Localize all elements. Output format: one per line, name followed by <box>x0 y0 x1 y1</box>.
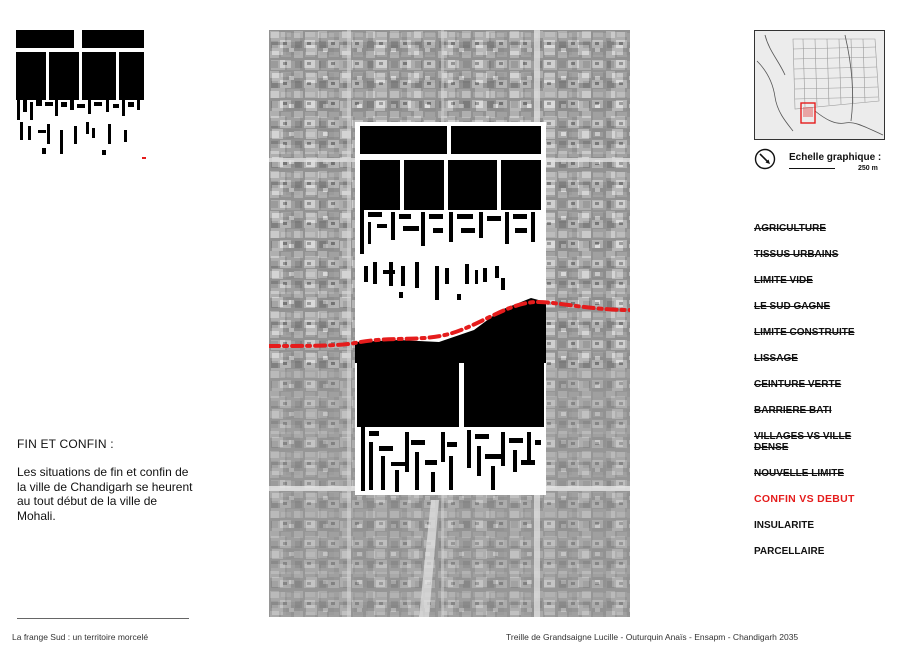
menu-item-limite-construite[interactable]: LIMITE CONSTRUITE <box>754 327 855 338</box>
menu-item-agriculture[interactable]: AGRICULTURE <box>754 223 827 234</box>
location-map <box>754 30 885 140</box>
scale-value: 250 m <box>858 165 878 172</box>
menu-item-confin-vs-debut[interactable]: CONFIN VS DEBUT <box>754 493 855 505</box>
menu-item-lissage[interactable]: LISSAGE <box>754 353 798 364</box>
section-description: Les situations de fin et confin de la ville de Chandigarh se heurent au tout début de la ville de Mohali. <box>17 465 193 523</box>
menu-item-villages-vs-ville-dense[interactable]: VILLAGES VS VILLE DENSE <box>754 431 852 453</box>
aerial-map <box>269 30 630 617</box>
menu-item-limite-vide[interactable]: LIMITE VIDE <box>754 275 813 286</box>
menu-item-ceinture-verte[interactable]: CEINTURE VERTE <box>754 379 842 390</box>
footer-divider <box>17 618 189 619</box>
scale-title: Echelle graphique : <box>789 152 882 163</box>
chapter-menu <box>754 223 894 572</box>
footer-chapter-title: La frange Sud : un territoire morcelé <box>12 632 149 642</box>
thumbnail-built-fabric <box>14 30 150 160</box>
footer-credits: Treille de Grandsaigne Lucille - Outurquin Anaïs - Ensapm - Chandigarh 2035 <box>506 632 799 642</box>
menu-item-parcellaire[interactable]: PARCELLAIRE <box>754 546 825 557</box>
menu-item-tissus-urbains[interactable]: TISSUS URBAINS <box>754 249 839 260</box>
scale-bar <box>789 168 835 169</box>
menu-item-le-sud-gagne[interactable]: LE SUD GAGNE <box>754 301 831 312</box>
compass-arrow-icon <box>754 148 776 170</box>
menu-item-nouvelle-limite[interactable]: NOUVELLE LIMITE <box>754 468 844 479</box>
menu-item-barriere-bati[interactable]: BARRIERE BATI <box>754 405 832 416</box>
menu-item-insularite[interactable]: INSULARITE <box>754 520 814 531</box>
section-heading: FIN ET CONFIN : <box>17 437 114 451</box>
